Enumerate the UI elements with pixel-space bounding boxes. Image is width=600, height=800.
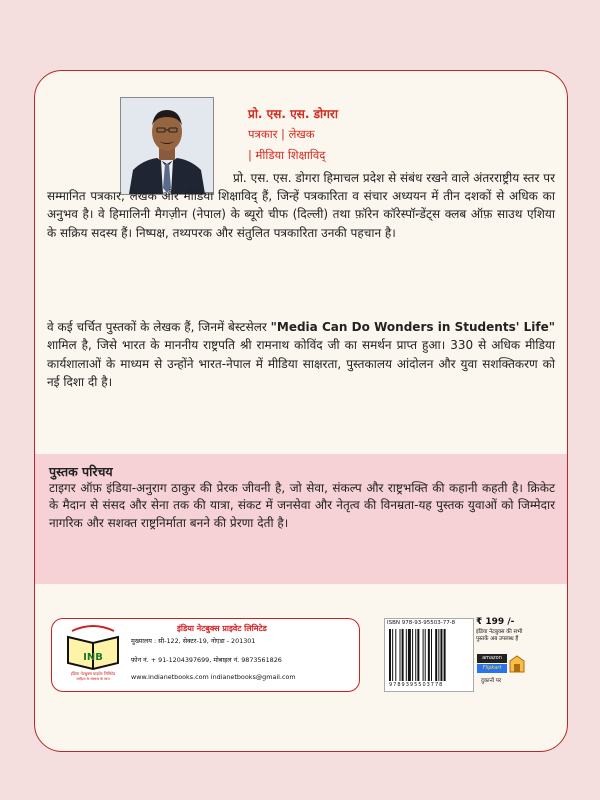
availability-note: इंडिया नेटबुक्स की सभी पुस्तकें अब उपलब्ध हैं	[476, 629, 523, 642]
logo-tagline: साहित्य के संस्कार के साथ	[76, 677, 110, 681]
publisher-web[interactable]: www.indianetbooks.com indianetbooks@gmail.com	[131, 673, 296, 681]
author-name: प्रो. एस. एस. डोगरा	[248, 107, 338, 121]
bio-text-before: वे कई चर्चित पुस्तकों के लेखक हैं, जिनमें बेस्टसेलर	[47, 320, 271, 334]
publisher-address: मुख्यालय : सी-122, सेक्टर-19, नोएडा - 201301	[131, 637, 256, 645]
publisher-phone: फ़ोन नं. + 91-1204397699, मोबाइल नं. 9873561826	[131, 656, 282, 664]
store-icon	[509, 655, 525, 673]
author-role-1: पत्रकार | लेखक	[248, 127, 315, 141]
book-intro-title: पुस्तक परिचय	[49, 464, 113, 479]
barcode	[384, 618, 474, 692]
publisher-logo	[62, 623, 124, 681]
also-on-label: दुकानों पर	[481, 678, 502, 684]
author-role-2: | मीडिया शिक्षाविद्	[248, 148, 326, 162]
amazon-badge: amazon	[477, 654, 507, 663]
bio-text-after: शामिल है, जिसे भारत के माननीय राष्ट्रपति श्री रामनाथ कोविंद जी का समर्थन प्राप्त हुआ। 330 से अधिक मीडिया कार्यशालाओं के माध्यम से उन्होंने भारत-नेपाल में मीडिया साक्षरता, पुस्तकालय आंदोलन और युवा सशक्तिकरण को नई दिशा दी है।	[47, 338, 555, 389]
isbn-label: ISBN 978-93-95503-77-8	[387, 620, 456, 626]
flipkart-badge: Flipkart	[477, 664, 507, 673]
barcode-digits: 9789395503778	[389, 682, 444, 688]
price: ₹ 199 /-	[476, 617, 515, 627]
book-intro-section	[35, 454, 567, 584]
book-logo-icon	[62, 623, 124, 681]
logo-caption: इंडिया नेटबुक्स प्राइवेट लिमिटेड	[70, 671, 116, 676]
publisher-box	[51, 618, 360, 692]
book-intro-text: टाइगर ऑफ़ इंडिया-अनुराग ठाकुर की प्रेरक जीवनी है, जो सेवा, संकल्प और राष्ट्रभक्ति की कहानी कहती है। क्रिकेट के मैदान से संसद और सेना तक की यात्रा, संकट में जनसेवा और नेतृत्व की विनम्रता-यह पुस्तक युवाओं को जिम्मेदार नागरिक और सशक्त राष्ट्रनिर्माता बनने की प्रेरणा देती है।	[49, 481, 555, 530]
barcode-bars	[389, 629, 469, 681]
bestseller-title: "Media Can Do Wonders in Students' Life"	[270, 320, 555, 334]
author-bio-paragraph-2	[47, 318, 555, 391]
publisher-name: इंडिया नेटबुक्स प्राइवेट लिमिटेड	[177, 624, 267, 633]
author-bio-paragraph-1: प्रो. एस. एस. डोगरा हिमाचल प्रदेश से संबंध रखने वाले अंतरराष्ट्रीय स्तर पर सम्मानित पत्रकार, लेखक और मीडिया शिक्षाविद् हैं, जिन्हें पत्रकारिता व संचार अध्ययन में तीन दशकों से अधिक का अनुभव है। वे हिमालिनी मैगज़ीन (नेपाल) के ब्यूरो चीफ (दिल्ली) तथा फ़ॉरेन कॉरेस्पॉन्डेंट्स क्लब ऑफ़ साउथ एशिया के सक्रिय सदस्य हैं। निष्पक्ष, तथ्यपरक और संतुलित पत्रकारिता उनकी पहचान है।	[47, 171, 555, 240]
logo-text: INB	[83, 652, 103, 663]
